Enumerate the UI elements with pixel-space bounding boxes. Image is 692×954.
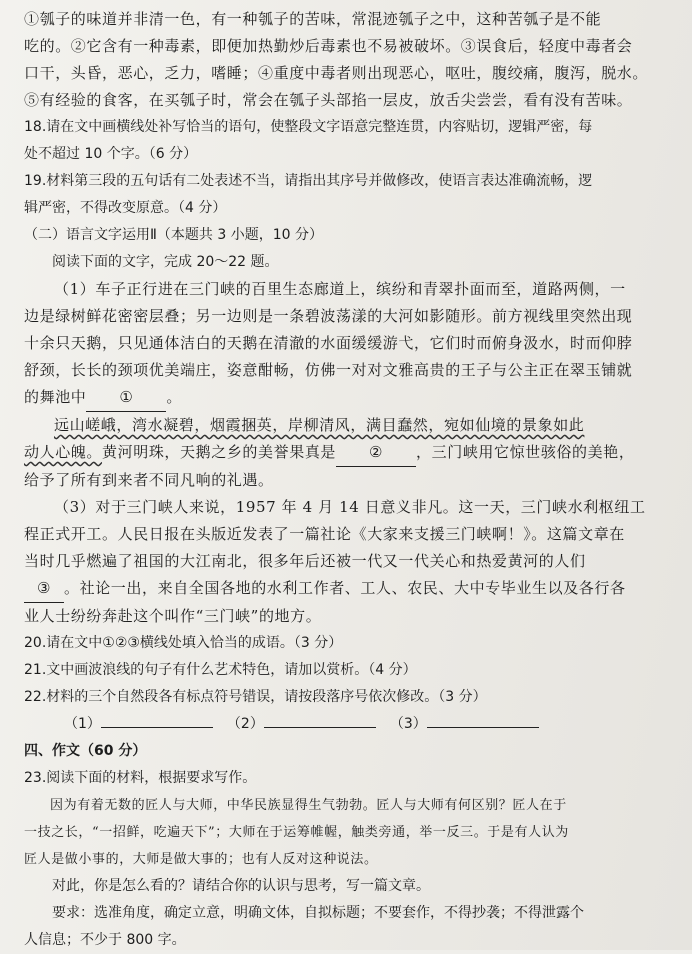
- paragraph-text: ，三门峡用它惊世骇俗的美艳，: [416, 443, 635, 461]
- answer-label: （3）: [389, 716, 427, 732]
- paragraph-text: 黄河明珠，天鹅之乡的美誉果真是: [102, 443, 337, 461]
- paragraph-line: 给予了所有到来者不同凡响的礼遇。: [24, 471, 274, 489]
- essay-requirements: 要求：选准角度，确定立意，明确文体，自拟标题；不要套作，不得抄袭；不得泄露个: [52, 905, 584, 921]
- paragraph-line: 当时几乎燃遍了祖国的大江南北，很多年后还被一代又一代关心和热爱黄河的人们: [24, 552, 586, 570]
- material-line: 口干，头昏，恶心，乏力，嗜睡；④重度中毒者则出现恶心，呕吐，腹绞痛，腹泻，脱水。: [24, 64, 649, 82]
- answer-1: [64, 711, 213, 738]
- answer-2: [227, 711, 376, 738]
- answer-line-2[interactable]: [264, 727, 376, 728]
- question-18: [24, 114, 678, 168]
- question-19: [24, 168, 678, 222]
- answer-3: [390, 711, 539, 738]
- essay-requirements: 人信息；不少于 800 字。: [24, 932, 186, 948]
- paragraph-line: [24, 412, 678, 439]
- question-20: 20.请在文中①②③横线处填入恰当的成语。（3 分）: [24, 635, 343, 651]
- paragraph-2: [24, 412, 678, 494]
- essay-material-line: 一技之长，“一招鲜，吃遍天下”；大师在于运筹帷幄，触类旁通，举一反三。于是有人认为: [24, 825, 569, 840]
- paragraph-line: （3）对于三门峡人来说，1957 年 4 月 14 日意义非凡。这一天，三门峡水利枢纽工: [54, 498, 646, 516]
- question-23-prompt: 23.阅读下面的材料，根据要求写作。: [24, 770, 257, 786]
- question-23: [24, 765, 678, 954]
- answer-line-1[interactable]: [101, 727, 213, 728]
- answer-label: （1）: [64, 716, 101, 732]
- answer-label: （2）: [226, 716, 264, 732]
- essay-material-line: 因为有着无数的匠人与大师，中华民族显得生气勃勃。匠人与大师有何区别？匠人在于: [50, 798, 567, 813]
- paragraph-line: 舒颈，长长的颈项优美端庄，姿意酣畅，仿佛一对对文雅高贵的王子与公主正在翠玉铺就: [24, 361, 633, 379]
- paragraph-text: 。: [166, 388, 183, 406]
- section-2-instruction: 阅读下面的文字，完成 20～22 题。: [52, 254, 279, 270]
- question-21: 21.文中画波浪线的句子有什么艺术特色，请加以赏析。（4 分）: [24, 662, 417, 678]
- blank-3[interactable]: ③: [24, 575, 64, 603]
- question-22: 22.材料的三个自然段各有标点符号错误，请按段落序号依次修改。（3 分）: [24, 689, 487, 705]
- material-line: ⑤有经验的食客，在买瓠子时，常会在瓠子头部掐一层皮，放舌尖尝尝，看有没有苦味。: [24, 91, 633, 109]
- paragraph-1: [24, 276, 678, 412]
- essay-task: 对此，你是怎么看的？请结合你的认识与思考，写一篇文章。: [52, 878, 430, 894]
- material-line: 吃的。②它含有一种毒素，即便加热勤炒后毒素也不易被破坏。③误食后，轻度中毒者会: [24, 37, 633, 55]
- paragraph-line: [24, 575, 678, 603]
- paragraph-line: 业人士纷纷奔赴这个叫作“三门峡”的地方。: [24, 607, 322, 625]
- paragraph-line: 边是绿树鲜花密密层叠；另一边则是一条碧波荡漾的大河如影随形。前方视线里突然出现: [24, 307, 633, 325]
- paragraph-line: （1）车子正行进在三门峡的百里生态廊道上，缤纷和青翠扑面而至，道路两侧，一: [54, 280, 626, 298]
- question-18-line: 18.请在文中画横线处补写恰当的语句，使整段文字语意完整连贯，内容贴切，逻辑严密，每: [24, 119, 593, 135]
- material-line: ①瓠子的味道并非清一色，有一种瓠子的苦味，常混迹瓠子之中，这种苦瓠子是不能: [24, 10, 602, 28]
- question-22-answers: [24, 711, 678, 738]
- essay-material-line: 匠人是做小事的，大师是做大事的；也有人反对这种说法。: [24, 852, 378, 867]
- question-19-line: 辑严密，不得改变原意。（4 分）: [24, 200, 227, 216]
- wavy-sentence: 动人心魄。: [24, 443, 103, 461]
- section-4-heading: 四、作文（60 分）: [24, 743, 147, 759]
- blank-1[interactable]: ①: [86, 384, 166, 412]
- paragraph-line: [24, 384, 678, 412]
- material-tail: [24, 6, 678, 114]
- paragraph-3: [24, 494, 678, 630]
- wavy-sentence: 远山嵯峨，湾水凝碧，烟霞捆英，岸柳清风，满目蠢然，宛如仙境的景象如此: [54, 416, 585, 434]
- section-2-heading: （二）语言文字运用Ⅱ（本题共 3 小题，10 分）: [24, 227, 323, 243]
- paragraph-line: [24, 439, 678, 467]
- question-19-line: 19.材料第三段的五句话有二处表述不当，请指出其序号并做修改，使语言表达准确流畅，逻: [24, 173, 593, 189]
- paragraph-text: 的舞池中: [24, 388, 87, 406]
- paragraph-line: 十余只天鹅，只见通体洁白的天鹅在清澈的水面缓缓游弋，它们时而俯身汲水，时而仰脖: [24, 334, 633, 352]
- paragraph-line: 程正式开工。人民日报在头版近发表了一篇社论《大家来支援三门峡啊！》。这篇文章在: [24, 525, 625, 543]
- answer-line-3[interactable]: [427, 727, 539, 728]
- paragraph-text: 。社论一出，来自全国各地的水利工作者、工人、农民、大中专毕业生以及各行各: [64, 579, 626, 597]
- question-18-line: 处不超过 10 个字。（6 分）: [24, 146, 198, 162]
- blank-2[interactable]: ②: [336, 439, 416, 467]
